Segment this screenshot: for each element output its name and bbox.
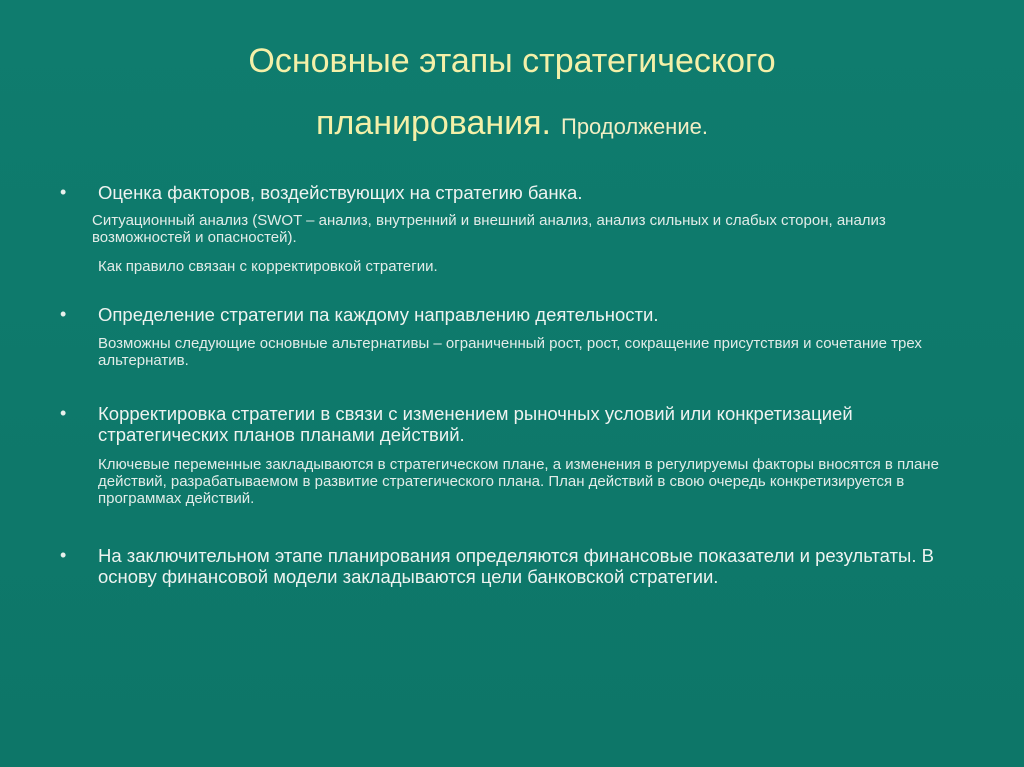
bullet-marker: •: [60, 545, 67, 565]
bullet-marker: •: [60, 403, 67, 423]
bullet-3-note-1: Ключевые переменные закладываются в стратегическом плане, а изменения в регулируемы факторы вносятся в плане действий, разрабатываемом в развитие стратегического плана. План действий в свою очередь конкретизируется в программах действий.: [98, 456, 939, 507]
bullet-text-4: На заключительном этапе планирования определяются финансовые показатели и результаты. В основу финансовой модели закладываются цели банковской стратегии.: [98, 545, 934, 587]
bullet-marker: •: [60, 304, 67, 324]
bullet-marker: •: [60, 182, 67, 202]
bullet-text-3: Корректировка стратегии в связи с изменением рыночных условий или конкретизацией стратегических планов планами действий.: [98, 403, 853, 445]
slide-title-line-1: [80, 40, 944, 83]
slide-title-text-2: планирования.: [316, 104, 551, 142]
bullet-2-note-1: Возможны следующие основные альтернативы – ограниченный рост, рост, сокращение присутствия и сочетание трех альтернатив.: [98, 335, 922, 369]
bullet-1-note-1: Ситуационный анализ (SWOT – анализ, внутренний и внешний анализ, анализ сильных и слабых сторон, анализ возможностей и опасностей).: [92, 212, 886, 246]
slide-subtitle: Продолжение.: [561, 114, 708, 139]
bullet-1-note-2: Как правило связан с корректировкой стратегии.: [98, 258, 438, 275]
bullet-text-2: Определение стратегии па каждому направлению деятельности.: [98, 304, 659, 325]
slide-title-text-1: Основные этапы стратегического: [248, 42, 776, 80]
bullet-text-1: Оценка факторов, воздействующих на стратегию банка.: [98, 182, 583, 203]
slide-title-line-2: [80, 102, 944, 145]
